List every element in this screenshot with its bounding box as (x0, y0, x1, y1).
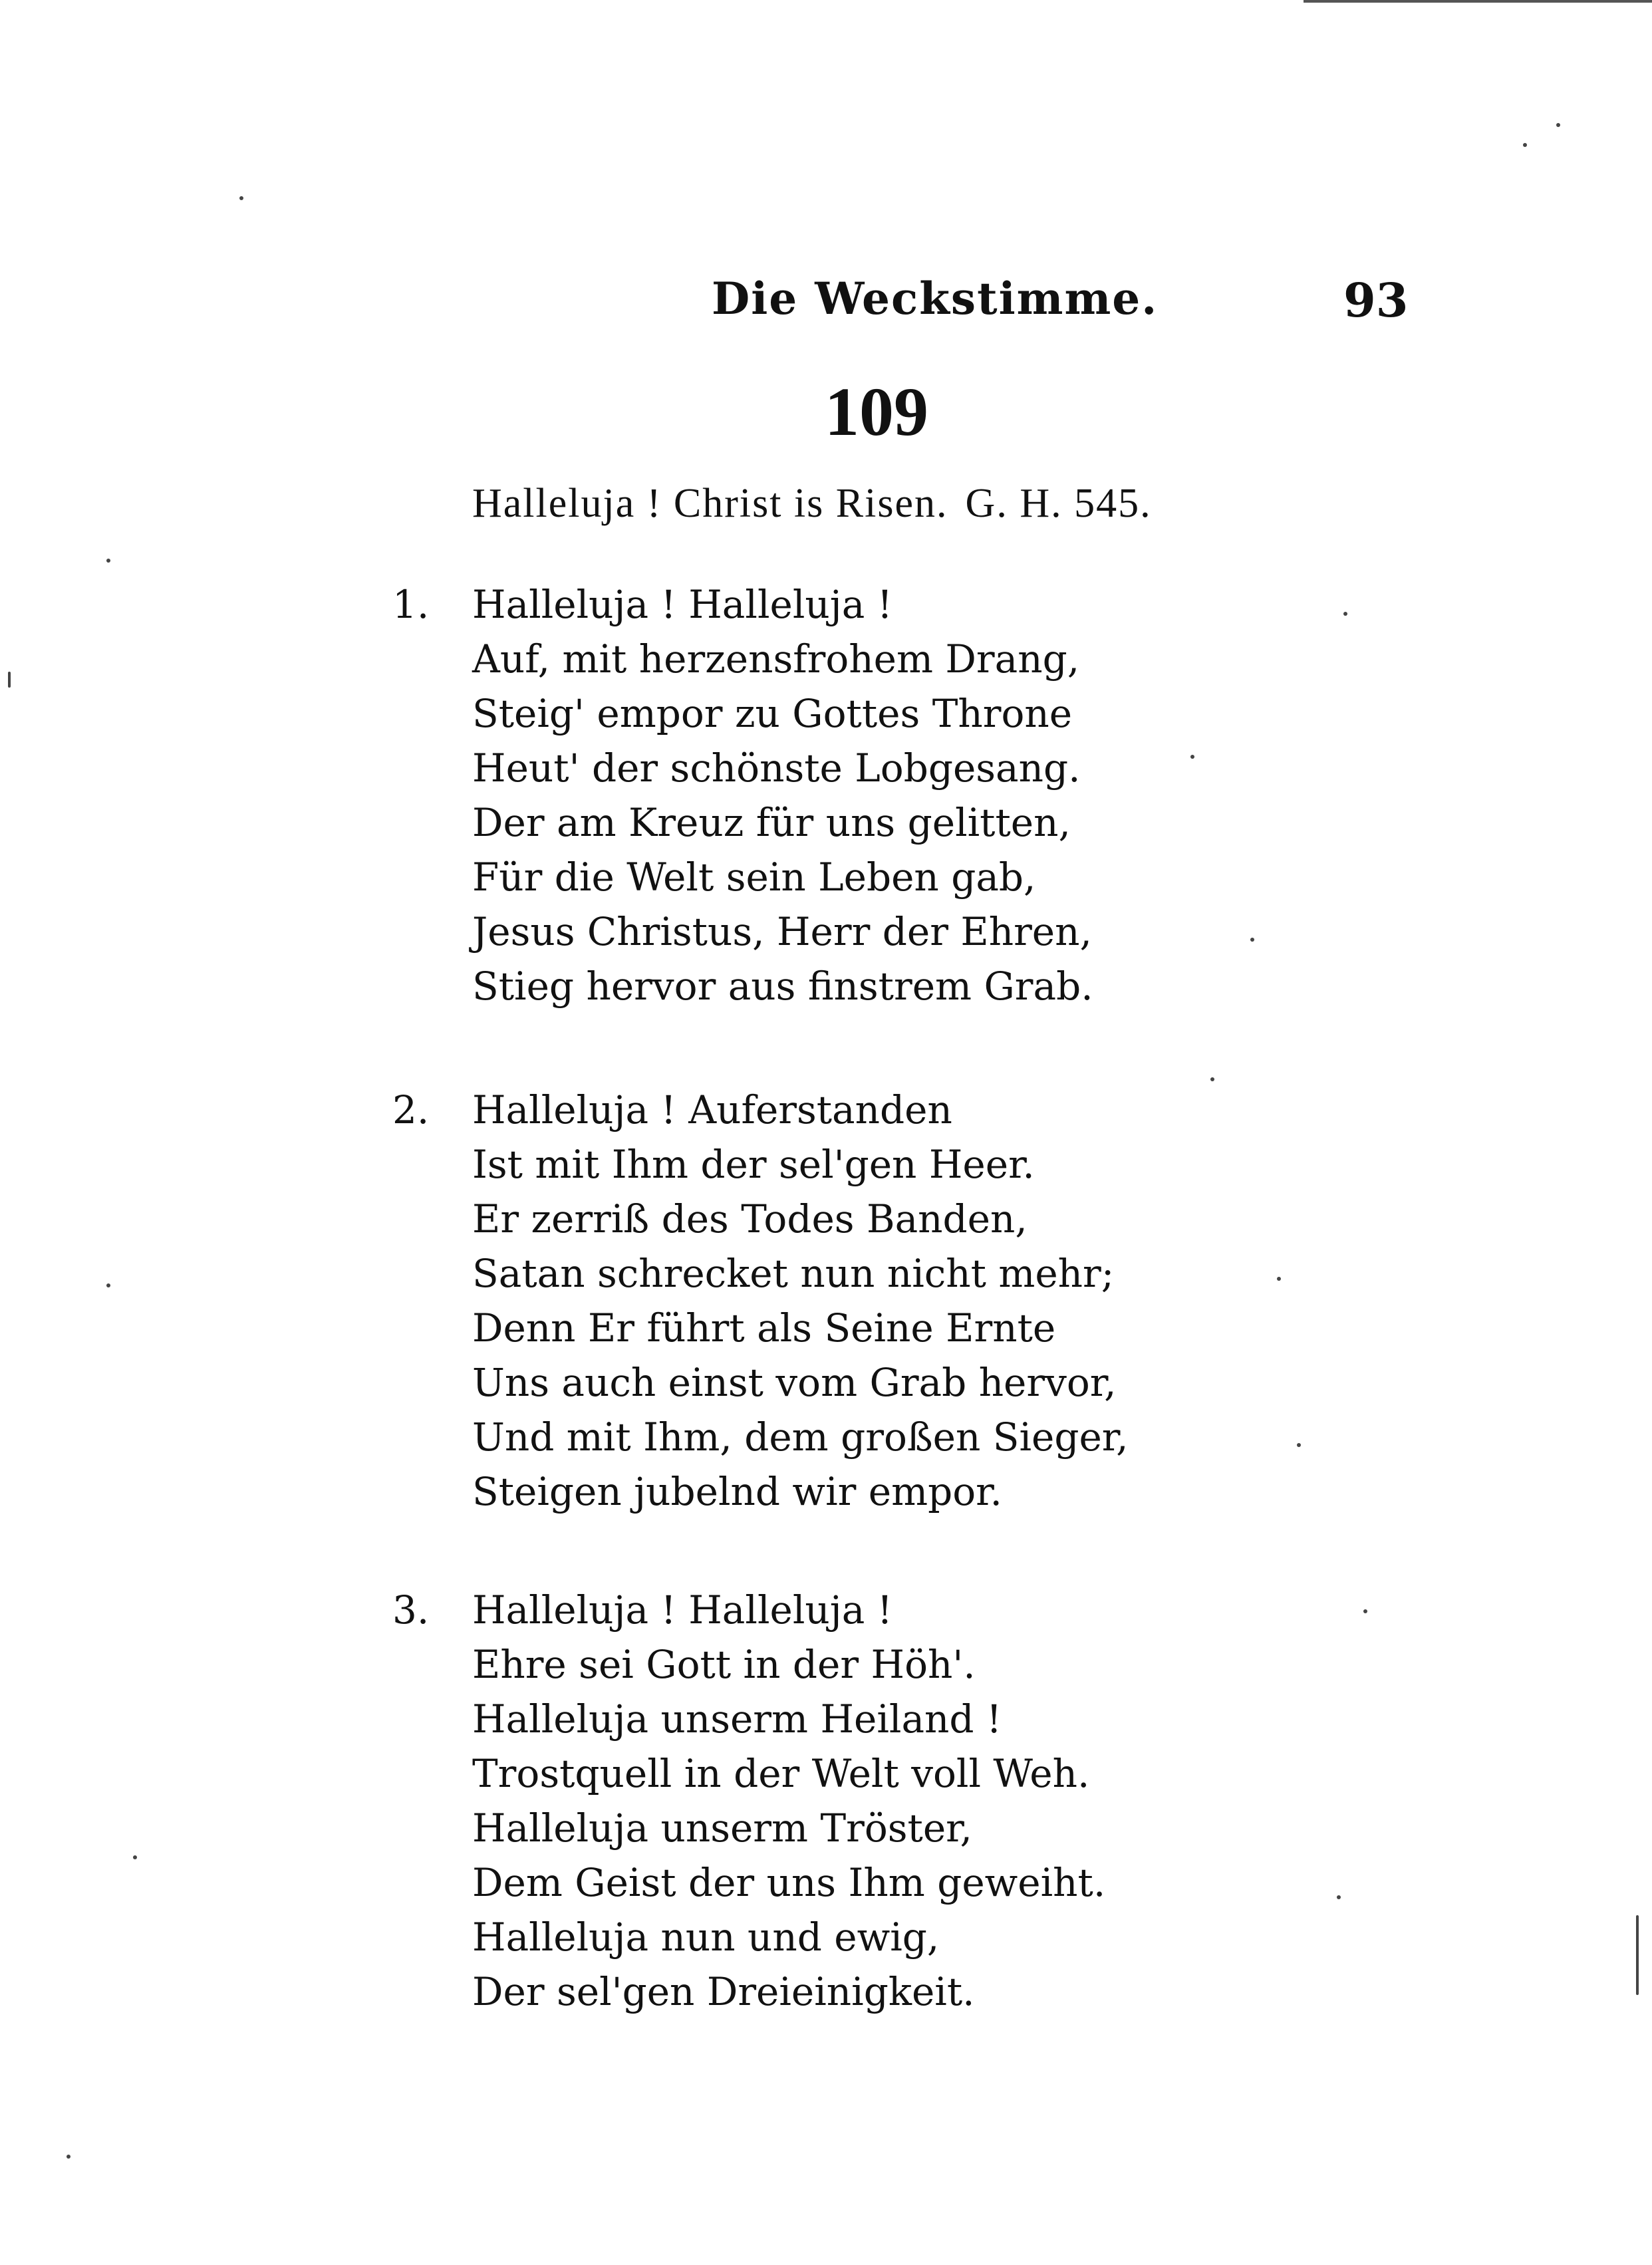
verse-line: Steigen jubelnd wir empor. (472, 1469, 1002, 1514)
scan-speck (1297, 1443, 1301, 1447)
verse-line (392, 1083, 1323, 1137)
verse-line: Ist mit Ihm der sel'gen Heer. (472, 1142, 1035, 1187)
verse-text: Halleluja ! Auferstanden (472, 1087, 952, 1132)
scan-speck (106, 559, 110, 563)
scan-speck (1190, 755, 1194, 759)
stanza-number: 1. (392, 582, 430, 627)
scan-speck (1363, 1609, 1367, 1613)
verse-line: Stieg hervor aus finstrem Grab. (472, 964, 1093, 1009)
stanza-1 (392, 577, 1323, 1013)
verse-line: Denn Er führt als Seine Ernte (472, 1305, 1056, 1351)
verse-line: Er zerriß des Todes Banden, (472, 1196, 1028, 1242)
scan-speck (1337, 1895, 1341, 1899)
scan-speck (67, 2155, 70, 2159)
top-edge-rule (1304, 0, 1652, 3)
scan-speck (1523, 143, 1527, 147)
tune-title: Halleluja ! Christ is Risen. (472, 481, 948, 526)
verse-line: Halleluja unserm Tröster, (472, 1805, 972, 1851)
verse-line: Uns auch einst vom Grab hervor, (472, 1360, 1117, 1405)
verse-line: Für die Welt sein Leben gab, (472, 855, 1036, 900)
verse-text: Halleluja ! Halleluja ! (472, 1587, 893, 1633)
stanza-number: 2. (392, 1087, 430, 1132)
scan-speck (1556, 123, 1560, 127)
verse-line: Der sel'gen Dreieinigkeit. (472, 1969, 975, 2014)
scan-speck (1277, 1277, 1281, 1281)
hymn-number: 109 (825, 374, 928, 450)
running-head: Die Weckstimme. (712, 273, 1159, 325)
scan-speck (1343, 612, 1347, 616)
verse-line (392, 577, 1323, 632)
verse-line (392, 1583, 1323, 1637)
verse-line: Satan schrecket nun nicht mehr; (472, 1251, 1115, 1296)
stanza-number: 3. (392, 1587, 430, 1633)
verse-line: Steig' empor zu Gottes Throne (472, 691, 1073, 736)
verse-line: Trostquell in der Welt voll Weh. (472, 1751, 1090, 1796)
scan-speck (1636, 1915, 1639, 1995)
stanza-2 (392, 1083, 1323, 1519)
scan-speck (8, 672, 11, 688)
verse-text: Halleluja ! Halleluja ! (472, 582, 893, 627)
tune-line (472, 480, 1169, 527)
tune-reference: G. H. 545. (965, 481, 1152, 526)
verse-line: Ehre sei Gott in der Höh'. (472, 1642, 976, 1687)
verse-line: Halleluja unserm Heiland ! (472, 1696, 1002, 1742)
scan-speck (133, 1855, 137, 1859)
verse-line: Der am Kreuz für uns gelitten, (472, 800, 1071, 845)
verse-line: Auf, mit herzensfrohem Drang, (472, 636, 1080, 682)
verse-line: Dem Geist der uns Ihm geweiht. (472, 1860, 1106, 1905)
scan-speck (1250, 938, 1254, 942)
verse-line: Heut' der schönste Lobgesang. (472, 745, 1081, 791)
page-number: 93 (1343, 273, 1409, 328)
verse-line: Halleluja nun und ewig, (472, 1915, 940, 1960)
verse-line: Und mit Ihm, dem großen Sieger, (472, 1414, 1129, 1460)
verse-line: Jesus Christus, Herr der Ehren, (472, 909, 1092, 954)
stanza-3 (392, 1583, 1323, 2019)
scan-speck (1210, 1077, 1214, 1081)
scan-speck (106, 1283, 110, 1287)
scan-speck (239, 196, 243, 200)
